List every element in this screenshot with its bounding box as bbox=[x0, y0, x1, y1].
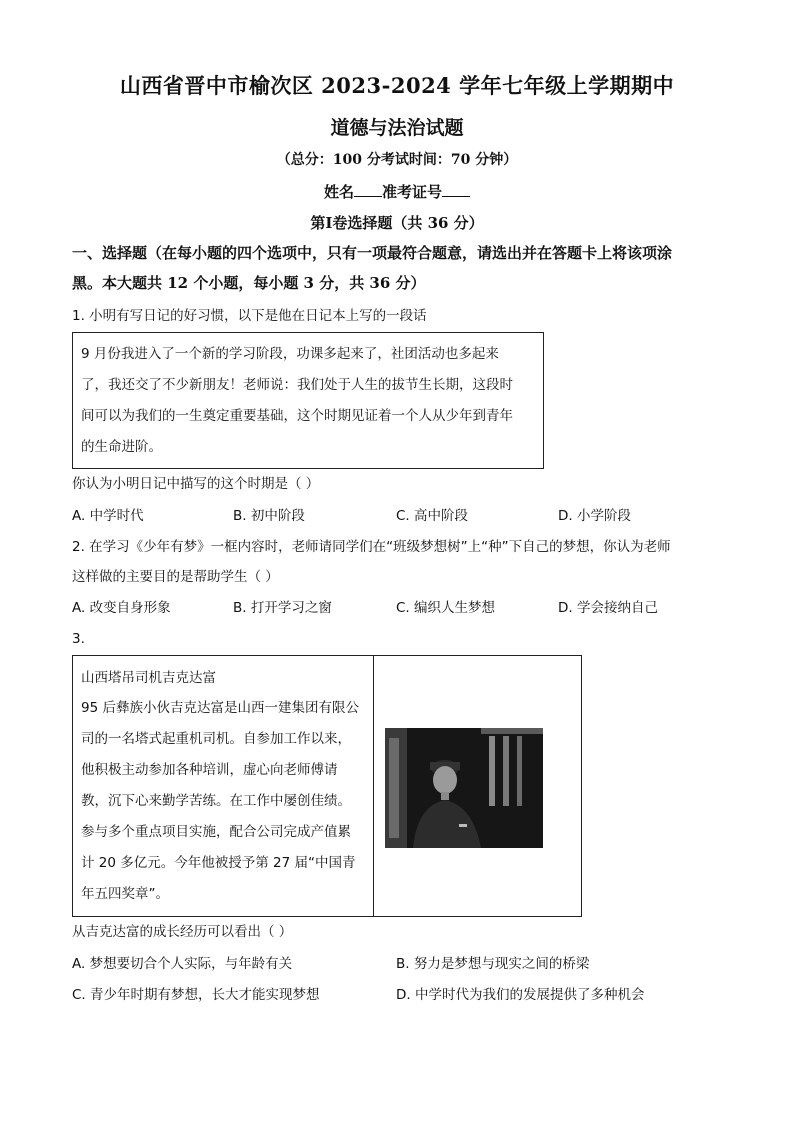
section-title: 第Ⅰ卷选择题（共 36 分） bbox=[310, 214, 484, 232]
q3-box-line: 他积极主动参加各种培训，虚心向老师傅请 bbox=[81, 762, 338, 778]
q1-passage-line: 9 月份我进入了一个新的学习阶段，功课多起来了，社团活动也多起来 bbox=[81, 346, 499, 362]
q3-number: 3. bbox=[72, 631, 85, 647]
name-label: 姓名 bbox=[323, 183, 354, 201]
q3-box-line: 教，沉下心来勤学苦练。在工作中屡创佳绩。 bbox=[81, 793, 351, 809]
q3-box-divider bbox=[373, 656, 374, 916]
q3-box-heading: 山西塔吊司机吉克达富 bbox=[81, 670, 216, 686]
q1-option-b[interactable]: B. 初中阶段 bbox=[233, 508, 305, 524]
q3-box-line: 计 20 多亿元。今年他被授予第 27 届“中国青 bbox=[81, 855, 356, 871]
exam-subject: 道德与法治试题 bbox=[330, 117, 464, 139]
student-info bbox=[0, 181, 794, 202]
q3-option-c[interactable]: C. 青少年时期有梦想，长大才能实现梦想 bbox=[72, 987, 320, 1003]
id-blank bbox=[442, 184, 470, 197]
q2-option-b[interactable]: B. 打开学习之窗 bbox=[233, 600, 332, 616]
q2-option-d[interactable]: D. 学会接纳自己 bbox=[558, 600, 658, 616]
q1-passage-line: 的生命进阶。 bbox=[81, 439, 162, 455]
q1-option-c[interactable]: C. 高中阶段 bbox=[396, 508, 469, 524]
worker-photo-svg bbox=[385, 728, 543, 848]
instructions-line-2: 黑。本大题共 12 个小题，每小题 3 分，共 36 分） bbox=[72, 274, 426, 292]
q1-passage-line: 了，我还交了不少新朋友！老师说：我们处于人生的拔节生长期，这段时 bbox=[81, 377, 513, 393]
q2-option-a[interactable]: A. 改变自身形象 bbox=[72, 600, 171, 616]
name-blank bbox=[354, 184, 382, 197]
q3-material-box bbox=[72, 655, 582, 917]
q2-option-c[interactable]: C. 编织人生梦想 bbox=[396, 600, 496, 616]
id-label: 准考证号 bbox=[382, 183, 443, 201]
q3-prompt: 从吉克达富的成长经历可以看出（ ） bbox=[72, 924, 293, 940]
q1-passage-line: 间可以为我们的一生奠定重要基础，这个时期见证着一个人从少年到青年 bbox=[81, 408, 513, 424]
q1-stem: 1. 小明有写日记的好习惯，以下是他在日记本上写的一段话 bbox=[72, 308, 427, 324]
worker-photo bbox=[385, 728, 543, 848]
q1-prompt: 你认为小明日记中描写的这个时期是（ ） bbox=[72, 476, 320, 492]
q3-option-b[interactable]: B. 努力是梦想与现实之间的桥梁 bbox=[396, 956, 590, 972]
q1-passage-box bbox=[72, 332, 544, 469]
q1-option-a[interactable]: A. 中学时代 bbox=[72, 508, 144, 524]
q3-box-line: 年五四奖章”。 bbox=[81, 886, 169, 902]
exam-title: 山西省晋中市榆次区 2023-2024 学年七年级上学期期中 bbox=[119, 73, 675, 98]
q1-option-d[interactable]: D. 小学阶段 bbox=[558, 508, 631, 524]
exam-meta: （总分：100 分考试时间：70 分钟） bbox=[276, 152, 518, 168]
q3-box-line: 95 后彝族小伙吉克达富是山西一建集团有限公 bbox=[81, 700, 359, 716]
q2-stem-line-1: 2. 在学习《少年有梦》一框内容时，老师请同学们在“班级梦想树”上“种”下自己的梦想，你认为老师 bbox=[72, 539, 671, 555]
q2-stem-line-2: 这样做的主要目的是帮助学生（ ） bbox=[72, 569, 279, 585]
q3-box-line: 参与多个重点项目实施，配合公司完成产值累 bbox=[81, 824, 351, 840]
instructions-line-1: 一、选择题（在每小题的四个选项中，只有一项最符合题意，请选出并在答题卡上将该项涂 bbox=[72, 244, 673, 262]
q3-option-d[interactable]: D. 中学时代为我们的发展提供了多种机会 bbox=[396, 987, 645, 1003]
q3-option-a[interactable]: A. 梦想要切合个人实际，与年龄有关 bbox=[72, 956, 293, 972]
q3-box-line: 司的一名塔式起重机司机。自参加工作以来， bbox=[81, 731, 351, 747]
